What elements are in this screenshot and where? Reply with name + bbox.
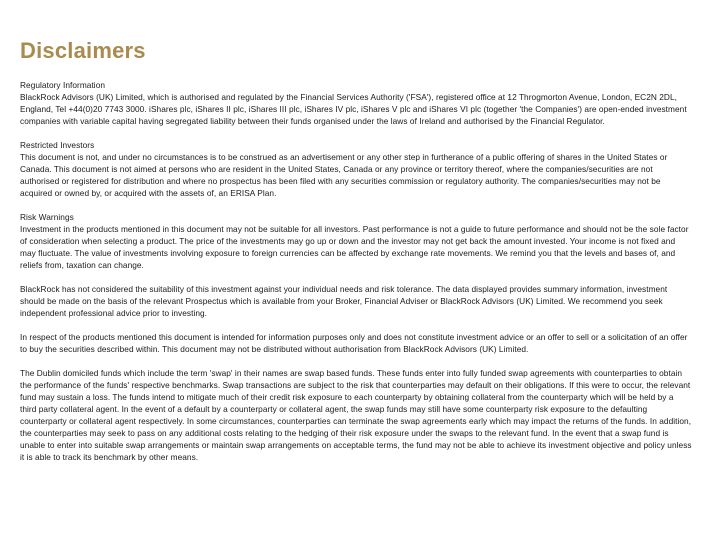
paragraph-suitability: [20, 283, 692, 319]
section-heading: Regulatory Information: [20, 80, 106, 90]
section-body: BlackRock Advisors (UK) Limited, which is authorised and regulated by the Financial Services Authority ('FSA'), registered office at 12 Throgmorton Avenue, London, EC2N 2DL, England, Tel +44(0)20 7743 3000. iShares plc, iShares II plc, iShares III plc, iShares IV plc, iShares V plc and iShares VI plc (together 'the Companies') are open-ended investment companies with variable capital having segregated liability between their funds organised under the laws of Ireland and authorised by the Financial Regulator.: [20, 92, 687, 126]
section-heading: Restricted Investors: [20, 140, 95, 150]
page-title: Disclaimers: [20, 38, 146, 63]
section-restricted-investors: [20, 139, 692, 199]
section-body: In respect of the products mentioned this document is intended for information purposes only and does not constitute investment advice or an offer to sell or a solicitation of an offer to buy the securities described within. This document may not be distributed without authorisation from BlackRock Advisors (UK) Limited.: [20, 332, 688, 354]
section-body: BlackRock has not considered the suitability of this investment against your individual needs and risk tolerance. The data displayed provides summary information, investment should be made on the basis of the relevant Prospectus which is available from your Broker, Financial Adviser or BlackRock Advisors (UK) Limited. We recommend you seek independent professional advice prior to investing.: [20, 284, 668, 318]
section-body: Investment in the products mentioned in this document may not be suitable for all investors. Past performance is not a guide to future performance and should not be the sole factor of consideration when selecting a product. The price of the investments may go up or down and the investor may not get back the amount invested. Your income is not fixed and may fluctuate. The value of investments involving exposure to foreign currencies can be affected by exchange rate movements. We remind you that the levels and bases of, and reliefs from, taxation can change.: [20, 224, 689, 270]
section-body: This document is not, and under no circumstances is to be construed as an advertisement or any other step in furtherance of a public offering of shares in the United States or Canada. This document is not aimed at persons who are resident in the United States, Canada or any province or territory thereof, where the companies/securities are not authorised or registered for distribution and where no prospectus has been filed with any securities commission or regulatory authority. The companies/securities may not be acquired or owned by, or acquired with the assets of, an ERISA Plan.: [20, 152, 668, 198]
paragraph-swap-funds: [20, 367, 692, 463]
section-regulatory-information: [20, 79, 692, 127]
section-body: The Dublin domiciled funds which include the term 'swap' in their names are swap based funds. These funds enter into fully funded swap agreements with counterparties to obtain the performance of the funds' respective benchmarks. Swap transactions are subject to the risk that counterparties may default on their obligations. If this were to occur, the relevant fund may sustain a loss. The funds intend to mitigate much of their credit risk exposure to each counterparty by obtaining collateral from the counterparty which will be held by a third party collateral agent. In the event of a default by a counterparty or collateral agent, the swap funds may still have some counterparty risk exposure to the defaulting counterparty or collateral agent respectively. In some circumstances, counterparties can terminate the swap agreements early which may impact the returns of the funds. In addition, the counterparties may seek to pass on any additional costs relating to the hedging of their risk exposure under the swaps to the relevant fund. In the event that a swap fund is unable to enter into suitable swap arrangements or maintain swap arrangements on acceptable terms, the fund may not be able to achieve its investment objective and policy unless it is able to track its benchmark by other means.: [20, 368, 692, 462]
disclaimer-content: [20, 79, 692, 463]
section-heading: Risk Warnings: [20, 212, 74, 222]
paragraph-information-purposes: [20, 331, 692, 355]
section-risk-warnings: [20, 211, 692, 271]
